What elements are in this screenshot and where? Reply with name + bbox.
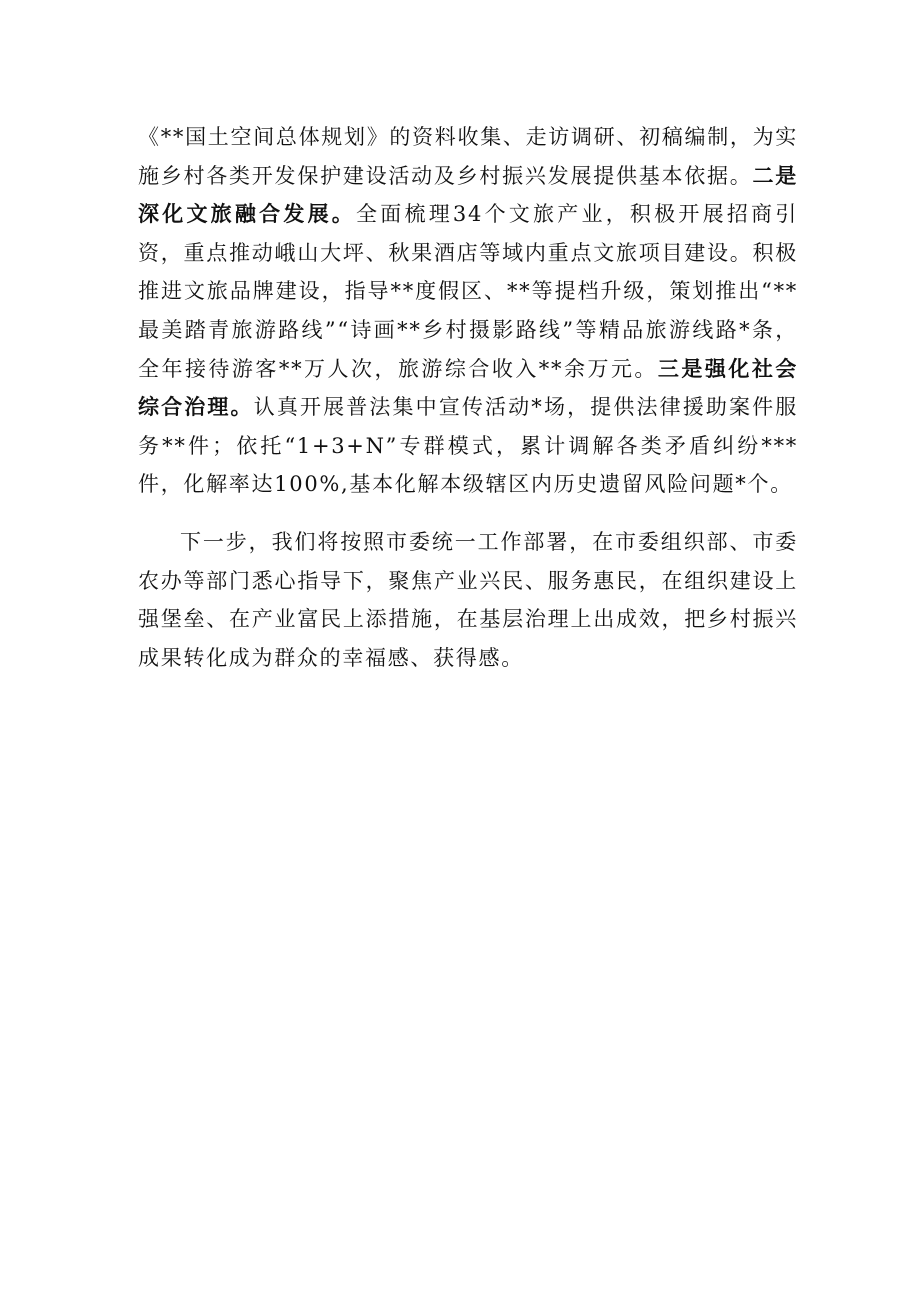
paragraph-text-social-governance: 认真开展普法集中宣传活动*场，提供法律援助案件服务**件；依托“1+3+N”专群模式，累计调解各类矛盾纠纷***件，化解率达100%,基本化解本级辖区内历史遗留风险问题*个。 [138, 395, 798, 497]
document-body [138, 118, 798, 677]
paragraph-next-steps: 下一步，我们将按照市委统一工作部署，在市委组织部、市委农办等部门悉心指导下，聚焦产业兴民、服务惠民，在组织建设上强堡垒、在产业富民上添措施，在基层治理上出成效，把乡村振兴成果转化成为群众的幸福感、获得感。 [138, 529, 798, 670]
paragraph-planning-culture-governance [138, 118, 798, 504]
heading-culture-tourism: 二是深化文旅融合发展。 [138, 162, 798, 227]
heading-social-governance: 三是强化社会综合治理。 [138, 355, 798, 420]
paragraph-text-culture-tourism: 全面梳理34个文旅产业，积极开展招商引资，重点推动峨山大坪、秋果酒店等域内重点文旅项目建设。积极推进文旅品牌建设，指导**度假区、**等提档升级，策划推出“**最美踏青旅游路线”“诗画**乡村摄影路线”等精品旅游线路*条，全年接待游客**万人次，旅游综合收入**余万元。 [138, 202, 798, 381]
paragraph-text-planning: 《**国土空间总体规划》的资料收集、走访调研、初稿编制，为实施乡村各类开发保护建设活动及乡村振兴发展提供基本依据。 [138, 125, 798, 188]
